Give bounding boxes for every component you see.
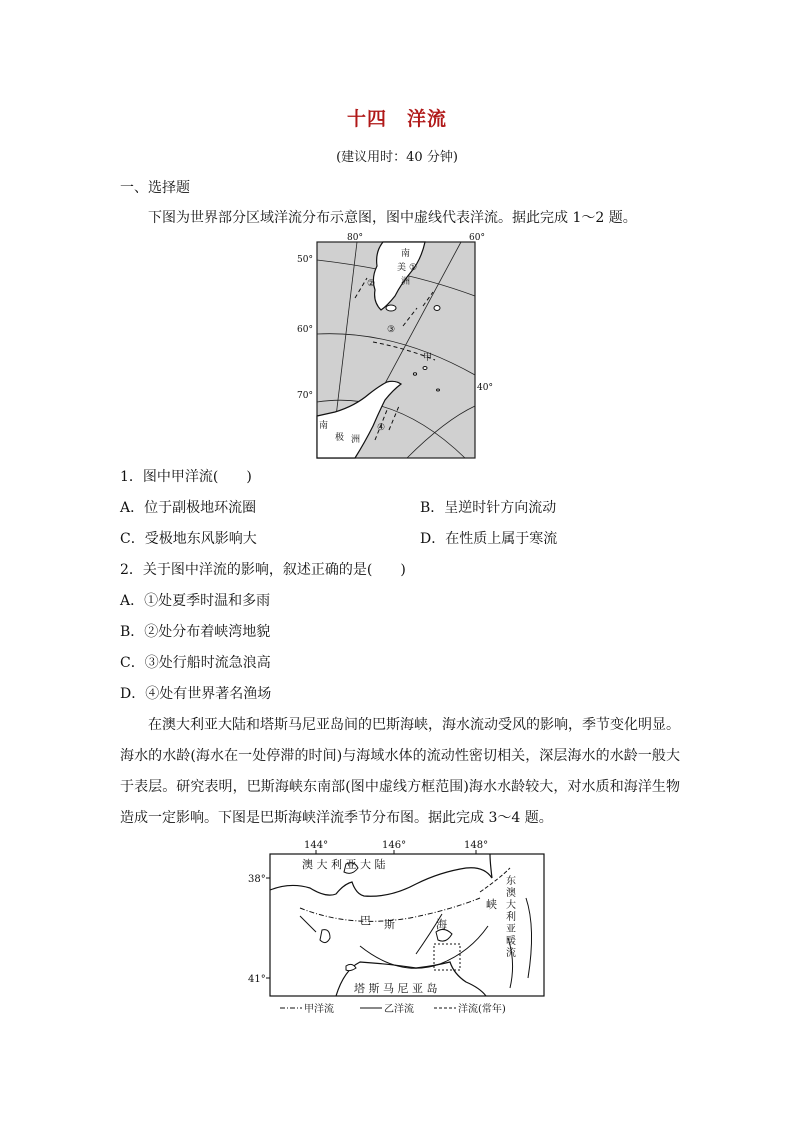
q2-option-d: D．④处有世界著名渔场 bbox=[120, 686, 272, 702]
marker-label: ① bbox=[409, 263, 418, 273]
lon-label: 40° bbox=[477, 383, 493, 393]
legend bbox=[280, 1002, 506, 1015]
land-label: 洲 bbox=[351, 435, 361, 445]
lon-label: 148° bbox=[464, 840, 489, 851]
svg-text:利: 利 bbox=[506, 912, 516, 923]
q2-option-c: C．③处行船时流急浪高 bbox=[120, 655, 271, 671]
q1-option-c: C．受极地东风影响大 bbox=[120, 531, 257, 547]
legend-entry: 甲洋流 bbox=[304, 1004, 334, 1015]
q1-option-b: B．呈逆时针方向流动 bbox=[420, 500, 557, 516]
lat-label: 70° bbox=[297, 391, 313, 401]
tasmania-label: 塔 斯 马 尼 亚 岛 bbox=[354, 982, 438, 995]
title-topic: 洋流 bbox=[407, 108, 448, 130]
marker-label: ④ bbox=[377, 423, 386, 433]
marker-label: 甲 bbox=[423, 353, 433, 363]
lat-label: 38° bbox=[248, 874, 266, 885]
svg-text:暖: 暖 bbox=[506, 936, 516, 947]
land-label: 南 bbox=[401, 249, 411, 259]
marker-label: ③ bbox=[387, 325, 396, 335]
bass-strait-current-map bbox=[240, 838, 560, 1018]
svg-text:澳: 澳 bbox=[506, 888, 516, 899]
title-number: 十四 bbox=[346, 108, 387, 130]
svg-text:东: 东 bbox=[506, 876, 516, 887]
svg-text:大: 大 bbox=[506, 900, 516, 911]
east-australian-current-label bbox=[506, 874, 516, 959]
lat-label: 50° bbox=[297, 255, 313, 265]
time-suggestion: (建议用时：40 分钟) bbox=[336, 150, 458, 165]
land-label: 极 bbox=[335, 433, 345, 443]
marker-label: ② bbox=[367, 279, 376, 289]
section-heading: 一、选择题 bbox=[120, 180, 190, 196]
australia-label: 澳 大 利 亚 大 陆 bbox=[302, 858, 386, 871]
svg-text:流: 流 bbox=[506, 948, 516, 959]
land-label: 南 bbox=[319, 421, 329, 431]
lon-label: 146° bbox=[382, 840, 407, 851]
question-1-stem: 1．图中甲洋流( ) bbox=[120, 469, 252, 485]
q2-option-b: B．②处分布着峡湾地貌 bbox=[120, 624, 271, 640]
legend-entry: 乙洋流 bbox=[384, 1004, 414, 1015]
lon-label: 60° bbox=[469, 233, 485, 243]
lon-label: 80° bbox=[347, 233, 363, 243]
land-label: 美 bbox=[397, 263, 407, 273]
strait-label: 斯 bbox=[384, 918, 395, 931]
page-title bbox=[0, 104, 794, 131]
intro-questions-1-2: 下图为世界部分区域洋流分布示意图，图中虚线代表洋流。据此完成 1～2 题。 bbox=[148, 210, 637, 226]
strait-label: 峡 bbox=[486, 898, 497, 911]
lat-label: 41° bbox=[248, 974, 266, 985]
strait-label: 巴 bbox=[360, 914, 371, 927]
svg-text:亚: 亚 bbox=[506, 924, 516, 935]
q1-option-a: A．位于副极地环流圈 bbox=[120, 500, 257, 516]
map-frame bbox=[270, 854, 544, 996]
strait-label: 海 bbox=[436, 918, 447, 931]
question-2-stem: 2．关于图中洋流的影响，叙述正确的是( ) bbox=[120, 562, 406, 578]
q2-option-a: A．①处夏季时温和多雨 bbox=[120, 593, 271, 609]
lat-label: 60° bbox=[297, 325, 313, 335]
legend-entry: 洋流(常年) bbox=[458, 1004, 506, 1015]
ocean-current-map-south-atlantic bbox=[295, 230, 495, 462]
q1-option-d: D．在性质上属于寒流 bbox=[420, 531, 558, 547]
lon-label: 144° bbox=[304, 840, 329, 851]
intro-paragraph: 在澳大利亚大陆和塔斯马尼亚岛间的巴斯海峡，海水流动受风的影响，季节变化明显。海水的水龄(海水在一处停滞的时间)与海域水体的流动性密切相关，深层海水的水龄一般大于表层。研究表明，巴斯海峡东南部(图中虚线方框范围)海水水龄较大，对水质和海洋生物造成一定影响。下图是巴斯海峡洋流季节分布图。据此完成 3～4 题。 bbox=[120, 717, 680, 826]
land-label: 洲 bbox=[401, 277, 411, 287]
intro-questions-3-4 bbox=[120, 710, 680, 834]
